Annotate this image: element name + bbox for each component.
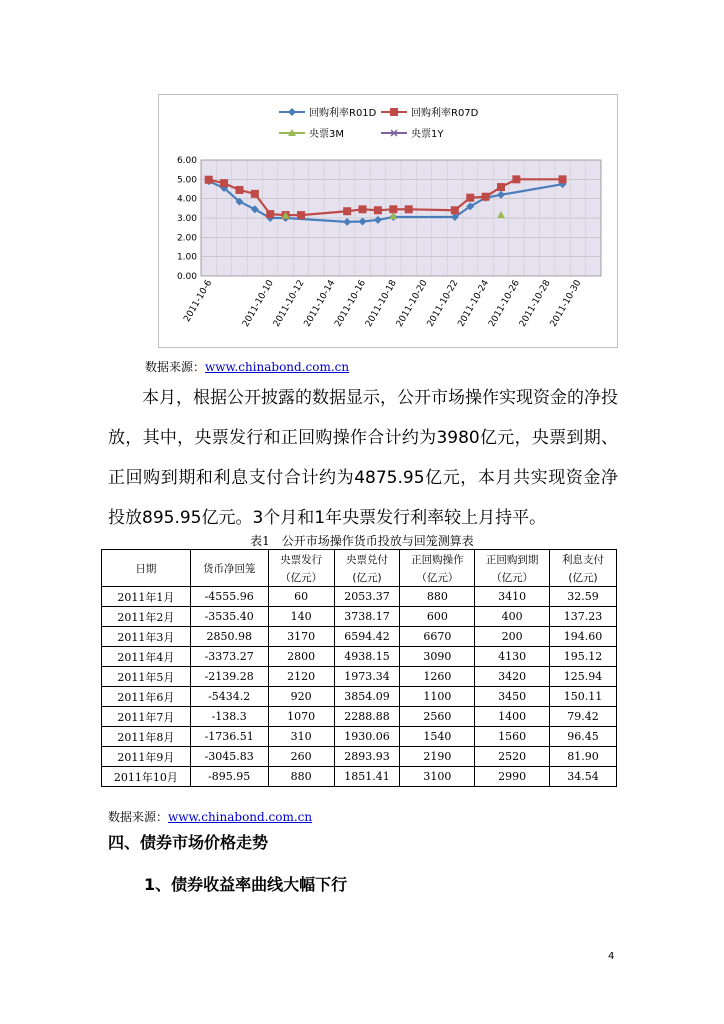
table-source xyxy=(108,808,312,825)
table-cell: 3854.09 xyxy=(334,687,400,707)
table-cell: 125.94 xyxy=(550,667,617,687)
data-point-square xyxy=(512,175,520,183)
table-row xyxy=(102,627,617,647)
x-tick-label: 2011-10-20 xyxy=(394,278,430,329)
section-heading: 四、债券市场价格走势 xyxy=(108,833,269,852)
y-tick-label: 0.00 xyxy=(176,272,197,282)
table-cell: 60 xyxy=(268,587,334,607)
table-cell: 310 xyxy=(268,727,334,747)
table-cell: 2800 xyxy=(268,647,334,667)
legend-label: 央票3M xyxy=(309,129,344,140)
unit-bill-redeem: (亿元) xyxy=(334,568,400,587)
table-row xyxy=(102,727,617,747)
header-net-withdrawal: 货币净回笼 xyxy=(190,550,268,587)
table-cell: 4130 xyxy=(475,647,550,667)
table-cell: 600 xyxy=(400,607,475,627)
x-tick-label: 2011-10-6 xyxy=(182,278,215,324)
rate-chart xyxy=(158,94,618,348)
chart-source xyxy=(145,358,349,375)
y-tick-label: 5.00 xyxy=(176,175,197,186)
table-cell: 2850.98 xyxy=(190,627,268,647)
summary-paragraph xyxy=(108,378,618,538)
table-cell: 3090 xyxy=(400,647,475,667)
x-tick-label: 2011-10-30 xyxy=(548,278,584,329)
x-tick-label: 2011-10-24 xyxy=(456,278,492,329)
header-bill-redeem: 央票兑付 xyxy=(334,550,400,569)
table-row xyxy=(102,767,617,787)
header-interest: 利息支付 xyxy=(550,550,617,569)
unit-interest: (亿元) xyxy=(550,568,617,587)
table-cell: 2011年5月 xyxy=(102,667,191,687)
table-cell: 2288.88 xyxy=(334,707,400,727)
table-cell: 880 xyxy=(400,587,475,607)
table-cell: -3045.83 xyxy=(190,747,268,767)
data-point-square xyxy=(235,186,243,194)
unit-repo-op: （亿元） xyxy=(400,568,475,587)
table-cell: 2120 xyxy=(268,667,334,687)
table-cell: 195.12 xyxy=(550,647,617,667)
table-cell: -2139.28 xyxy=(190,667,268,687)
x-tick-label: 2011-10-22 xyxy=(425,278,461,329)
table-cell: 1560 xyxy=(475,727,550,747)
page-number: 4 xyxy=(608,951,615,962)
legend-label: 回购利率R01D xyxy=(309,108,377,119)
summary-text: 本月，根据公开披露的数据显示，公开市场操作实现资金的净投放，其中，央票发行和正回购操作合计约为3980亿元，央票到期、正回购到期和利息支付合计约为4875.95亿元，本月共实现资金净投放895.95亿元。3个月和1年央票发行利率较上月持平。 xyxy=(108,388,618,528)
table-cell: 2053.37 xyxy=(334,587,400,607)
table-cell: -138.3 xyxy=(190,707,268,727)
table-row xyxy=(102,667,617,687)
table-cell: 880 xyxy=(268,767,334,787)
table-cell: 2520 xyxy=(475,747,550,767)
table-cell: 1400 xyxy=(475,707,550,727)
legend-label: 回购利率R07D xyxy=(411,108,479,119)
table-cell: 2011年10月 xyxy=(102,767,191,787)
table-cell: 1260 xyxy=(400,667,475,687)
table-cell: 1070 xyxy=(268,707,334,727)
table-cell: 32.59 xyxy=(550,587,617,607)
table-body xyxy=(102,587,617,787)
table-row xyxy=(102,707,617,727)
table-cell: 200 xyxy=(475,627,550,647)
y-tick-label: 4.00 xyxy=(176,194,197,205)
x-tick-label: 2011-10-10 xyxy=(241,278,276,329)
data-point-square xyxy=(374,206,382,214)
table-cell: 2893.93 xyxy=(334,747,400,767)
y-tick-label: 1.00 xyxy=(176,252,197,263)
table-cell: 3738.17 xyxy=(334,607,400,627)
table-cell: 150.11 xyxy=(550,687,617,707)
table-cell: 260 xyxy=(268,747,334,767)
table-row xyxy=(102,647,617,667)
rate-chart-svg xyxy=(159,95,617,347)
header-repo-mature: 正回购到期 xyxy=(475,550,550,569)
table-cell: 920 xyxy=(268,687,334,707)
table-cell: 2011年3月 xyxy=(102,627,191,647)
y-tick-label: 3.00 xyxy=(176,214,197,224)
header-bill-issue: 央票发行 xyxy=(268,550,334,569)
table-cell: 79.42 xyxy=(550,707,617,727)
table-cell: 96.45 xyxy=(550,727,617,747)
table-cell: -4555.96 xyxy=(190,587,268,607)
data-point-diamond xyxy=(288,108,296,116)
table-cell: 2560 xyxy=(400,707,475,727)
data-point-square xyxy=(405,205,413,213)
table-caption: 表1 公开市场操作货币投放与回笼测算表 xyxy=(250,534,474,548)
table-cell: 194.60 xyxy=(550,627,617,647)
data-point-square xyxy=(359,205,367,213)
table-cell: 2011年1月 xyxy=(102,587,191,607)
table-cell: 3450 xyxy=(475,687,550,707)
table-cell: -1736.51 xyxy=(190,727,268,747)
subsection-heading: 1、债券收益率曲线大幅下行 xyxy=(144,875,348,894)
table-row xyxy=(102,747,617,767)
table-cell: 3100 xyxy=(400,767,475,787)
series-line-segment xyxy=(409,209,455,210)
table-cell: 3410 xyxy=(475,587,550,607)
table-cell: -3373.27 xyxy=(190,647,268,667)
chart-source-prefix: 数据来源： xyxy=(145,360,206,374)
x-tick-label: 2011-10-12 xyxy=(271,278,307,329)
data-point-square xyxy=(559,175,567,183)
table-cell: 2011年2月 xyxy=(102,607,191,627)
table-cell: 3420 xyxy=(475,667,550,687)
data-point-square xyxy=(390,108,398,116)
table-cell: 2011年7月 xyxy=(102,707,191,727)
operations-table xyxy=(101,549,617,787)
data-point-square xyxy=(220,179,228,187)
table-cell: -5434.2 xyxy=(190,687,268,707)
table-cell: 1851.41 xyxy=(334,767,400,787)
table-cell: 81.90 xyxy=(550,747,617,767)
data-point-square xyxy=(205,176,213,184)
table-cell: 400 xyxy=(475,607,550,627)
table-cell: 137.23 xyxy=(550,607,617,627)
unit-bill-issue: （亿元） xyxy=(268,568,334,587)
y-tick-label: 2.00 xyxy=(176,233,197,244)
table-cell: -895.95 xyxy=(190,767,268,787)
table-cell: 140 xyxy=(268,607,334,627)
data-point-square xyxy=(482,193,490,201)
chart-source-link[interactable]: www.chinabond.com.cn xyxy=(205,360,350,374)
data-point-square xyxy=(497,183,505,191)
unit-repo-mature: （亿元） xyxy=(475,568,550,587)
table-cell: 2011年4月 xyxy=(102,647,191,667)
x-tick-label: 2011-10-16 xyxy=(333,278,369,329)
table-row xyxy=(102,607,617,627)
table-source-prefix: 数据来源： xyxy=(108,810,169,824)
table-cell: 1540 xyxy=(400,727,475,747)
table-cell: 1100 xyxy=(400,687,475,707)
table-cell: 34.54 xyxy=(550,767,617,787)
x-tick-label: 2011-10-28 xyxy=(517,278,553,329)
table-cell: -3535.40 xyxy=(190,607,268,627)
header-repo-op: 正回购操作 xyxy=(400,550,475,569)
table-cell: 6594.42 xyxy=(334,627,400,647)
legend-label: 央票1Y xyxy=(411,129,444,140)
table-cell: 1930.06 xyxy=(334,727,400,747)
data-point-square xyxy=(451,206,459,214)
x-tick-label: 2011-10-26 xyxy=(487,278,522,329)
y-tick-label: 6.00 xyxy=(176,156,197,166)
table-cell: 6670 xyxy=(400,627,475,647)
table-cell: 1973.34 xyxy=(334,667,400,687)
table-cell: 2990 xyxy=(475,767,550,787)
table-cell: 4938.15 xyxy=(334,647,400,667)
table-cell: 2011年8月 xyxy=(102,727,191,747)
data-point-square xyxy=(466,194,474,202)
table-cell: 2011年6月 xyxy=(102,687,191,707)
table-row xyxy=(102,587,617,607)
table-cell: 2190 xyxy=(400,747,475,767)
table-cell: 3170 xyxy=(268,627,334,647)
data-point-square xyxy=(266,210,274,218)
header-date: 日期 xyxy=(102,550,191,587)
data-point-square xyxy=(251,190,259,198)
data-point-square xyxy=(343,207,351,215)
x-tick-label: 2011-10-18 xyxy=(364,278,399,329)
table-cell: 2011年9月 xyxy=(102,747,191,767)
data-point-square xyxy=(297,211,305,219)
table-row xyxy=(102,687,617,707)
table-source-link[interactable]: www.chinabond.com.cn xyxy=(168,810,313,824)
x-tick-label: 2011-10-14 xyxy=(302,278,338,329)
